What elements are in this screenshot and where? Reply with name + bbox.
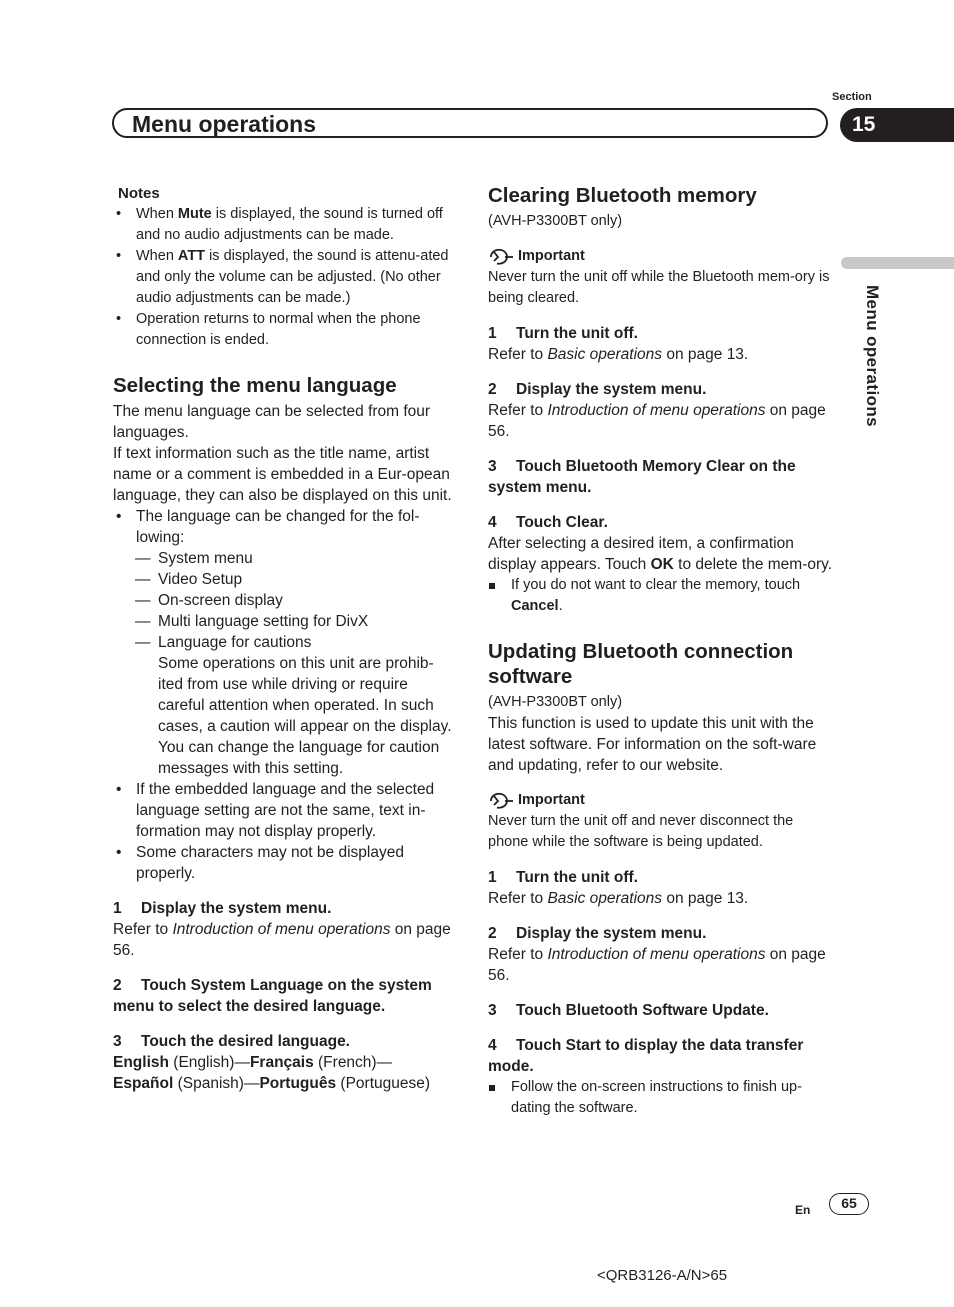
step-heading: 4 Touch Start to display the data transfer mode. bbox=[488, 1037, 804, 1075]
note-item: If you do not want to clear the memory, touch Cancel. bbox=[488, 575, 833, 617]
intro-text: The menu language can be selected from four languages. bbox=[113, 403, 431, 441]
step-heading: 3 Touch Bluetooth Software Update. bbox=[488, 1002, 769, 1019]
step-text: After selecting a desired item, a confirmation display appears. Touch OK to delete the mem-ory. bbox=[488, 535, 833, 573]
important-icon bbox=[488, 792, 514, 810]
dash-item: — On-screen display bbox=[113, 590, 458, 611]
note-item: • When ATT is displayed, the sound is attenu-ated and only the volume can be adjusted. (No other audio adjustments can be made.) bbox=[113, 246, 458, 309]
step-heading: 1 Turn the unit off. bbox=[488, 869, 638, 886]
caution-description: Some operations on this unit are prohib-ited from use while driving or require careful attention when operated. In such cases, a caution will appear on the display. You can change the language for caution messages with this setting. bbox=[158, 655, 452, 777]
list-item: • The language can be changed for the fol-lowing: bbox=[113, 506, 458, 548]
footer-language: En bbox=[795, 1203, 811, 1217]
important-text: Never turn the unit off and never disconnect the phone while the software is being updated. bbox=[488, 813, 794, 850]
step-heading: 1 Display the system menu. bbox=[113, 900, 332, 917]
dash-item: — System menu bbox=[113, 548, 458, 569]
model-note: (AVH-P3300BT only) bbox=[488, 213, 623, 229]
note-item: • When Mute is displayed, the sound is turned off and no audio adjustments can be made. bbox=[113, 204, 458, 246]
step-text: Refer to Introduction of menu operations on page 56. bbox=[113, 921, 451, 959]
important-icon bbox=[488, 248, 514, 266]
step-heading: 2 Display the system menu. bbox=[488, 381, 707, 398]
dash-item: — Multi language setting for DivX bbox=[113, 611, 458, 632]
chapter-title: Menu operations bbox=[132, 111, 317, 137]
notes-title: Notes bbox=[118, 185, 160, 202]
chapter-title-bar bbox=[112, 108, 828, 138]
dash-item: — Language for cautions bbox=[113, 632, 458, 653]
step-text: Refer to Basic operations on page 13. bbox=[488, 346, 749, 363]
intro-text: This function is used to update this unit with the latest software. For information on the soft-ware and updating, refer to our website. bbox=[488, 715, 817, 774]
important-label: Important bbox=[488, 790, 833, 811]
right-column bbox=[488, 183, 833, 1119]
list-item: • If the embedded language and the selected language setting are not the same, text in-formation may not display properly. bbox=[113, 779, 458, 842]
side-tab-label: Menu operations bbox=[863, 285, 882, 428]
step-heading: 3 Touch Bluetooth Memory Clear on the system menu. bbox=[488, 458, 796, 496]
language-options: English (English)—Français (French)— Español (Spanish)—Português (Portuguese) bbox=[113, 1054, 431, 1092]
note-item: • Operation returns to normal when the phone connection is ended. bbox=[113, 309, 458, 351]
step-heading: 2 Display the system menu. bbox=[488, 925, 707, 942]
side-tab-bar bbox=[841, 257, 954, 269]
step-text: Refer to Basic operations on page 13. bbox=[488, 890, 749, 907]
document-code: <QRB3126-A/N>65 bbox=[597, 1267, 728, 1284]
note-item: Follow the on-screen instructions to finish up-dating the software. bbox=[488, 1077, 833, 1119]
intro-text: If text information such as the title name, artist name or a comment is embedded in a Eur-opean language, they can also be displayed on this unit. bbox=[113, 445, 452, 504]
step-heading: 3 Touch the desired language. bbox=[113, 1033, 350, 1050]
important-label: Important bbox=[488, 246, 833, 267]
language-bullets bbox=[113, 506, 458, 548]
step-heading: 4 Touch Clear. bbox=[488, 514, 608, 531]
model-note: (AVH-P3300BT only) bbox=[488, 694, 623, 710]
step-text: Refer to Introduction of menu operations on page 56. bbox=[488, 946, 826, 984]
section-label: Section bbox=[832, 91, 872, 103]
page-number: 65 bbox=[829, 1193, 869, 1215]
step-text: Refer to Introduction of menu operations on page 56. bbox=[488, 402, 826, 440]
important-text: Never turn the unit off while the Bluetooth mem-ory is being cleared. bbox=[488, 269, 830, 306]
section-heading-update: Updating Bluetooth connection software bbox=[488, 640, 794, 688]
notes-list bbox=[113, 204, 458, 351]
section-heading-language: Selecting the menu language bbox=[113, 374, 397, 397]
step-heading: 2 Touch System Language on the system menu to select the desired language. bbox=[113, 977, 432, 1015]
section-number-tab: 15 bbox=[840, 108, 954, 142]
list-item: • Some characters may not be displayed properly. bbox=[113, 842, 458, 884]
step-heading: 1 Turn the unit off. bbox=[488, 325, 638, 342]
dash-item: — Video Setup bbox=[113, 569, 458, 590]
left-column bbox=[113, 183, 458, 1094]
section-heading-clear: Clearing Bluetooth memory bbox=[488, 184, 757, 207]
